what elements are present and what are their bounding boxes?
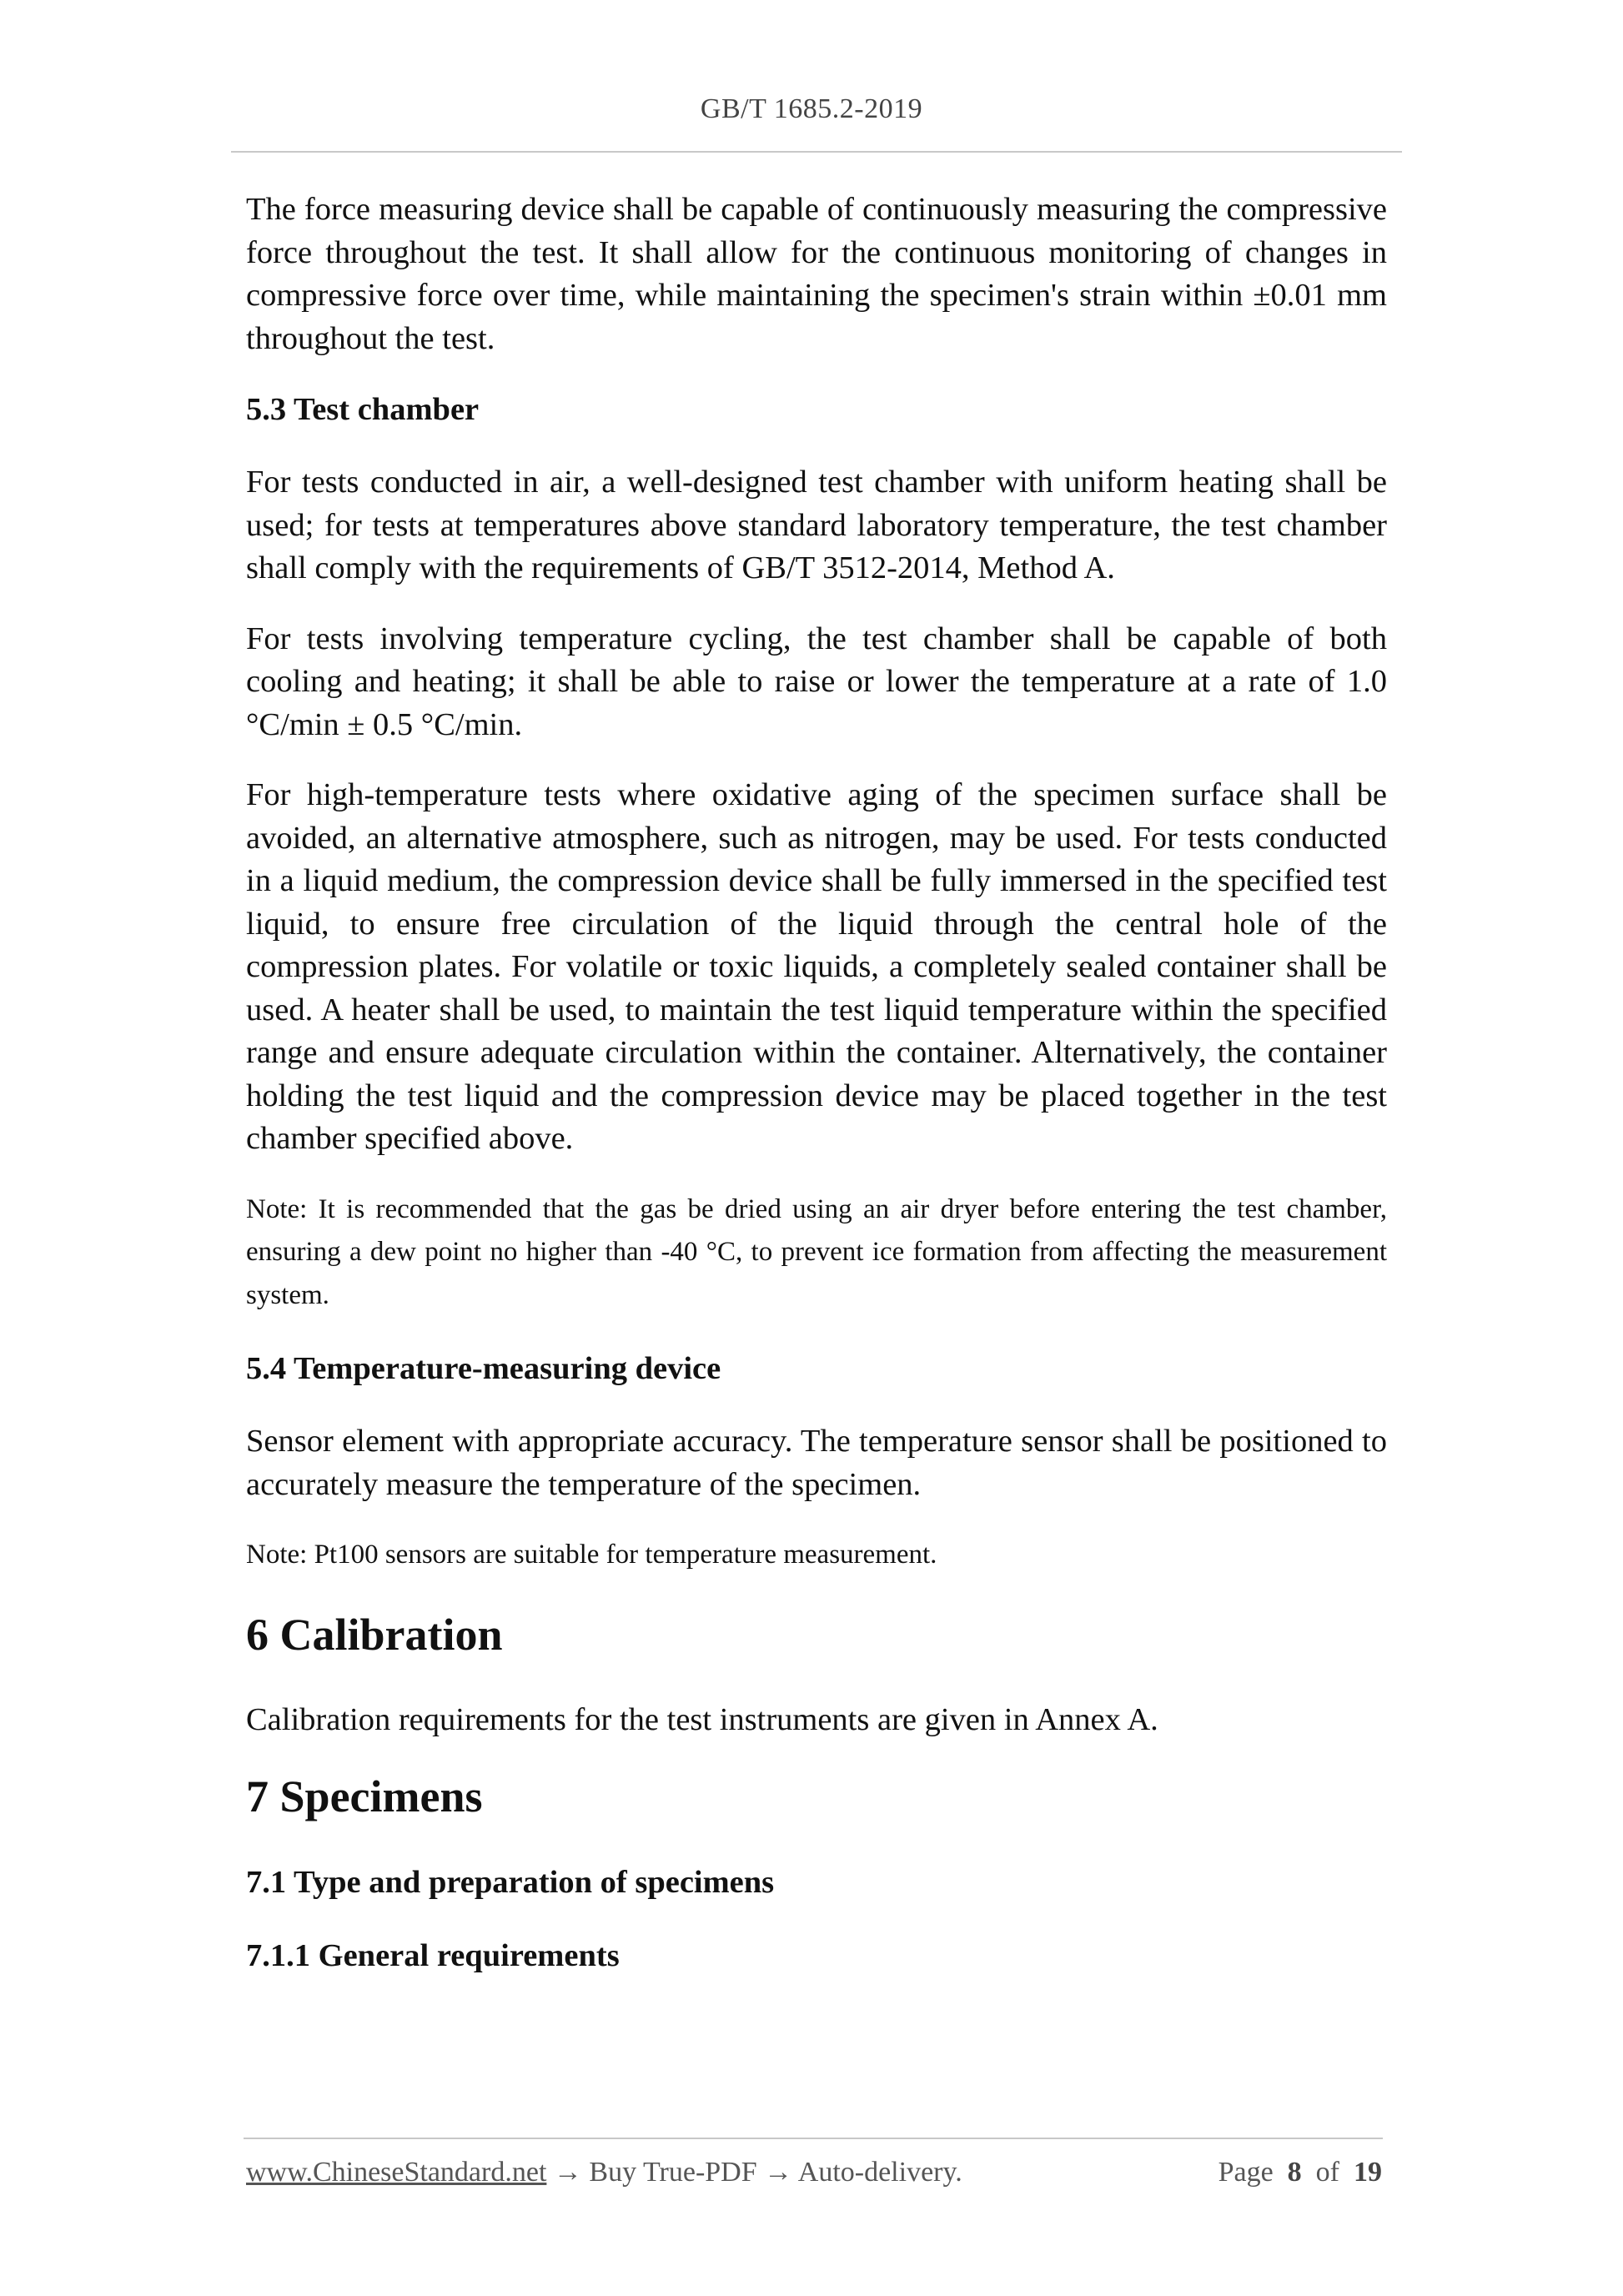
note-gas-drying: Note: It is recommended that the gas be dried using an air dryer before entering the test chamber, ensuring a dew point no higher than -40 °C, to prevent ice formation from affecting the measurement system. <box>246 1193 1387 1310</box>
paragraph-high-temperature-tests: For high-temperature tests where oxidative aging of the specimen surface shall be avoided, an alternative atmosphere, such as nitrogen, may be used. For tests conducted in a liquid medium, the compression device shall be fully immersed in the specified test liquid, to ensure free circulation of the liquid through the central hole of the compression plates. For volatile or toxic liquids, a completely sealed container shall be used. A heater shall be used, to maintain the test liquid temperature within the specified range and ensure adequate circulation within the container. Alternatively, the container holding the test liquid and the compression device may be placed together in the test chamber specified above. <box>246 777 1387 1156</box>
heading-7-1-1-general: 7.1.1 General requirements <box>246 1938 620 1973</box>
current-page-number: 8 <box>1287 2157 1302 2188</box>
heading-6-calibration: 6 Calibration <box>246 1609 503 1660</box>
paragraph-force-measuring: The force measuring device shall be capable of continuously measuring the compressive force throughout the test. It shall allow for the continuous monitoring of changes in compressive force over time, while maintaining the specimen's strain within ±0.01 mm throughout the test. <box>246 192 1387 356</box>
heading-7-specimens: 7 Specimens <box>246 1771 483 1821</box>
paragraph-temperature-cycling: For tests involving temperature cycling, the test chamber shall be capable of both cooling and heating; it shall be able to raise or lower the temperature at a rate of 1.0 °C/min ± 0.5 °C/min. <box>246 620 1387 742</box>
heading-7-1-type-preparation: 7.1 Type and preparation of specimens <box>246 1865 775 1900</box>
page-indicator <box>1219 2157 1382 2188</box>
paragraph-tests-in-air: For tests conducted in air, a well-designed test chamber with uniform heating shall be used; for tests at temperatures above standard laboratory temperature, the test chamber shall comply with the requirements of GB/T 3512-2014, Method A. <box>246 465 1387 585</box>
page-label: Page <box>1218 2157 1274 2188</box>
document-body <box>246 188 1387 2007</box>
footer-tagline: → Buy True-PDF → Auto-delivery. <box>546 2157 962 2188</box>
note-pt100: Note: Pt100 sensors are suitable for temperature measurement. <box>246 1540 937 1570</box>
running-header: GB/T 1685.2-2019 <box>700 93 923 124</box>
paragraph-calibration: Calibration requirements for the test instruments are given in Annex A. <box>246 1701 1158 1737</box>
heading-5-3-test-chamber: 5.3 Test chamber <box>246 392 480 427</box>
header-divider <box>231 151 1402 153</box>
total-page-number: 19 <box>1354 2157 1382 2188</box>
paragraph-sensor-element: Sensor element with appropriate accuracy. The temperature sensor shall be positioned to accurately measure the temperature of the specimen. <box>246 1424 1387 1502</box>
footer-left <box>246 2157 962 2188</box>
footer-divider <box>244 2138 1383 2139</box>
site-link[interactable]: www.ChineseStandard.net <box>246 2157 547 2188</box>
page-of-label: of <box>1315 2157 1339 2188</box>
heading-5-4-temperature-device: 5.4 Temperature-measuring device <box>246 1351 721 1386</box>
